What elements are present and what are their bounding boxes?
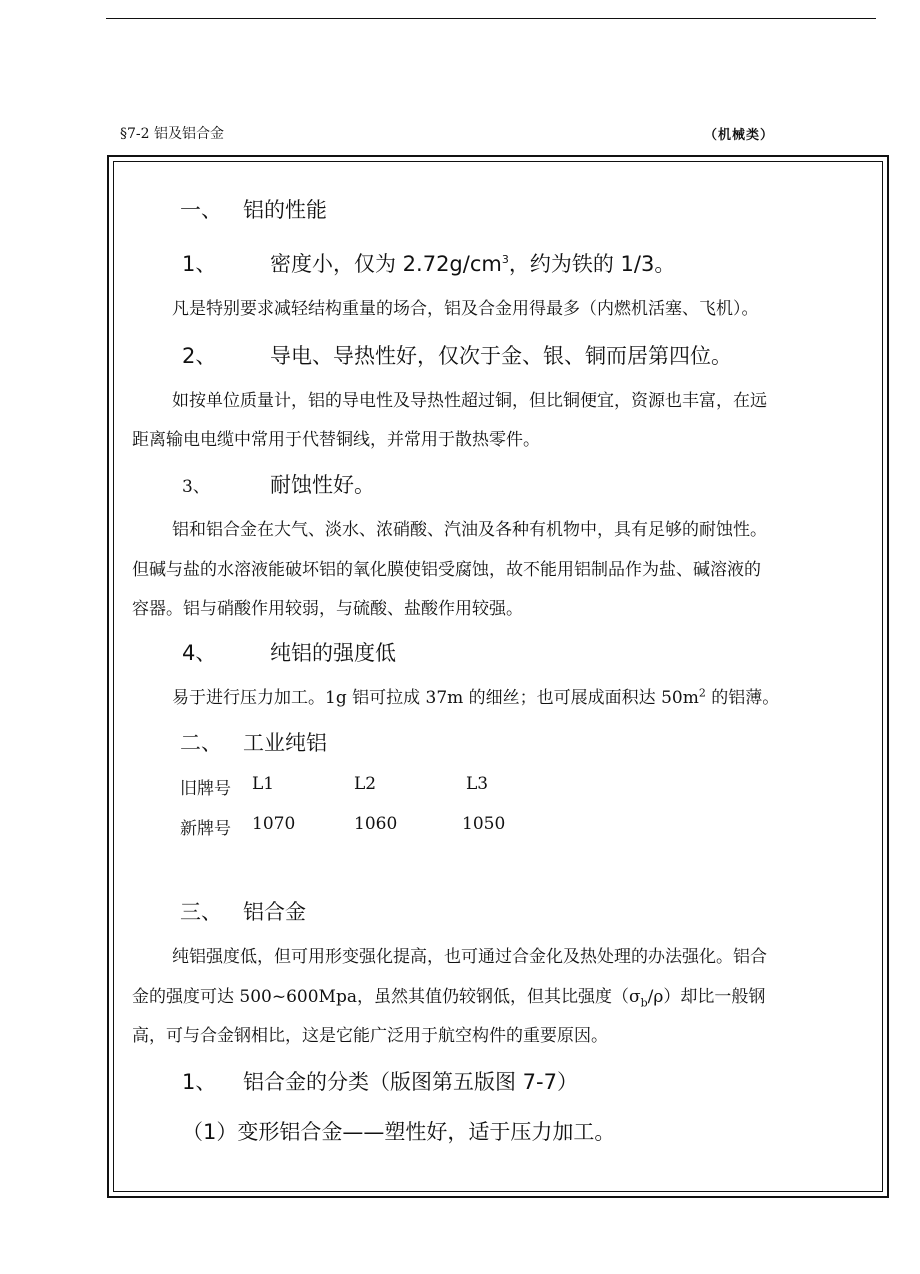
item-2-text-line-1: 如按单位质量计，铝的导电性及导热性超过铜，但比铜便宜，资源也丰富，在远 <box>172 391 767 411</box>
subsection-1-number: 1、 <box>182 1070 217 1094</box>
section-1-title: 铝的性能 <box>243 198 327 222</box>
item-1-title-superscript: 3 <box>501 253 509 266</box>
section-3-text-line-2-end: /ρ）却比一般钢 <box>647 987 766 1007</box>
new-grade-label: 新牌号 <box>180 819 231 839</box>
old-grade-value: L1 <box>252 774 275 794</box>
new-grade-value: 1060 <box>354 814 398 834</box>
item-3-text-line-3: 容器。铝与硝酸作用较弱，与硫酸、盐酸作用较强。 <box>132 599 523 619</box>
item-1-text: 凡是特别要求减轻结构重量的场合，铝及合金用得最多（内燃机活塞、飞机）。 <box>172 299 759 319</box>
item-1-title-text-end: ，约为铁的 1/3。 <box>508 252 676 276</box>
section-2-number: 二、 <box>180 731 222 755</box>
subsection-1-item: （1）变形铝合金——塑性好，适于压力加工。 <box>182 1120 616 1144</box>
item-3-number: 3、 <box>182 477 210 497</box>
section-3-text-line-2 <box>132 982 766 1010</box>
old-grade-label: 旧牌号 <box>180 779 231 799</box>
item-3-text-line-1: 铝和铝合金在大气、淡水、浓硝酸、汽油及各种有机物中，具有足够的耐蚀性。 <box>172 520 767 540</box>
new-grade-value: 1050 <box>462 814 506 834</box>
new-grade-value: 1070 <box>252 814 296 834</box>
item-3-title: 耐蚀性好。 <box>270 473 375 497</box>
item-4-text-body: 易于进行压力加工。1g 铝可拉成 37m 的细丝；也可展成面积达 50m <box>172 688 699 708</box>
item-4-text-end: 的铝薄。 <box>705 688 780 708</box>
old-grade-value: L2 <box>354 774 377 794</box>
item-1-title-text: 密度小，仅为 2.72g/cm <box>270 252 502 276</box>
section-2-title: 工业纯铝 <box>243 731 327 755</box>
section-3-title: 铝合金 <box>243 900 306 924</box>
old-grade-value: L3 <box>466 774 489 794</box>
category-label: （机械类） <box>704 128 775 143</box>
section-header: §7-2 铝及铝合金 <box>120 126 224 142</box>
item-2-title: 导电、导热性好，仅次于金、银、铜而居第四位。 <box>270 344 732 368</box>
section-1-number: 一、 <box>180 198 222 222</box>
item-2-number: 2、 <box>182 344 217 368</box>
item-4-text <box>172 683 779 708</box>
section-3-number: 三、 <box>180 900 222 924</box>
section-3-text-subscript: b <box>640 996 648 1010</box>
section-3-text-line-3: 高，可与合金钢相比，这是它能广泛用于航空构件的重要原因。 <box>132 1026 608 1046</box>
section-3-text-line-2-body: 金的强度可达 500~600Mpa，虽然其值仍较钢低，但其比强度（σ <box>132 987 641 1007</box>
item-1-number: 1、 <box>182 252 217 276</box>
item-4-text-superscript: 2 <box>698 686 706 700</box>
item-3-text-line-2: 但碱与盐的水溶液能破坏铝的氧化膜使铝受腐蚀，故不能用铝制品作为盐、碱溶液的 <box>132 560 761 580</box>
section-3-text-line-1: 纯铝强度低，但可用形变强化提高，也可通过合金化及热处理的办法强化。铝合 <box>172 947 767 967</box>
item-4-title: 纯铝的强度低 <box>270 641 396 665</box>
subsection-1-title: 铝合金的分类（版图第五版图 7-7） <box>243 1070 578 1094</box>
item-1-title <box>270 248 675 278</box>
item-4-number: 4、 <box>182 641 217 665</box>
top-rule <box>106 18 876 19</box>
item-2-text-line-2: 距离输电电缆中常用于代替铜线，并常用于散热零件。 <box>132 430 540 450</box>
